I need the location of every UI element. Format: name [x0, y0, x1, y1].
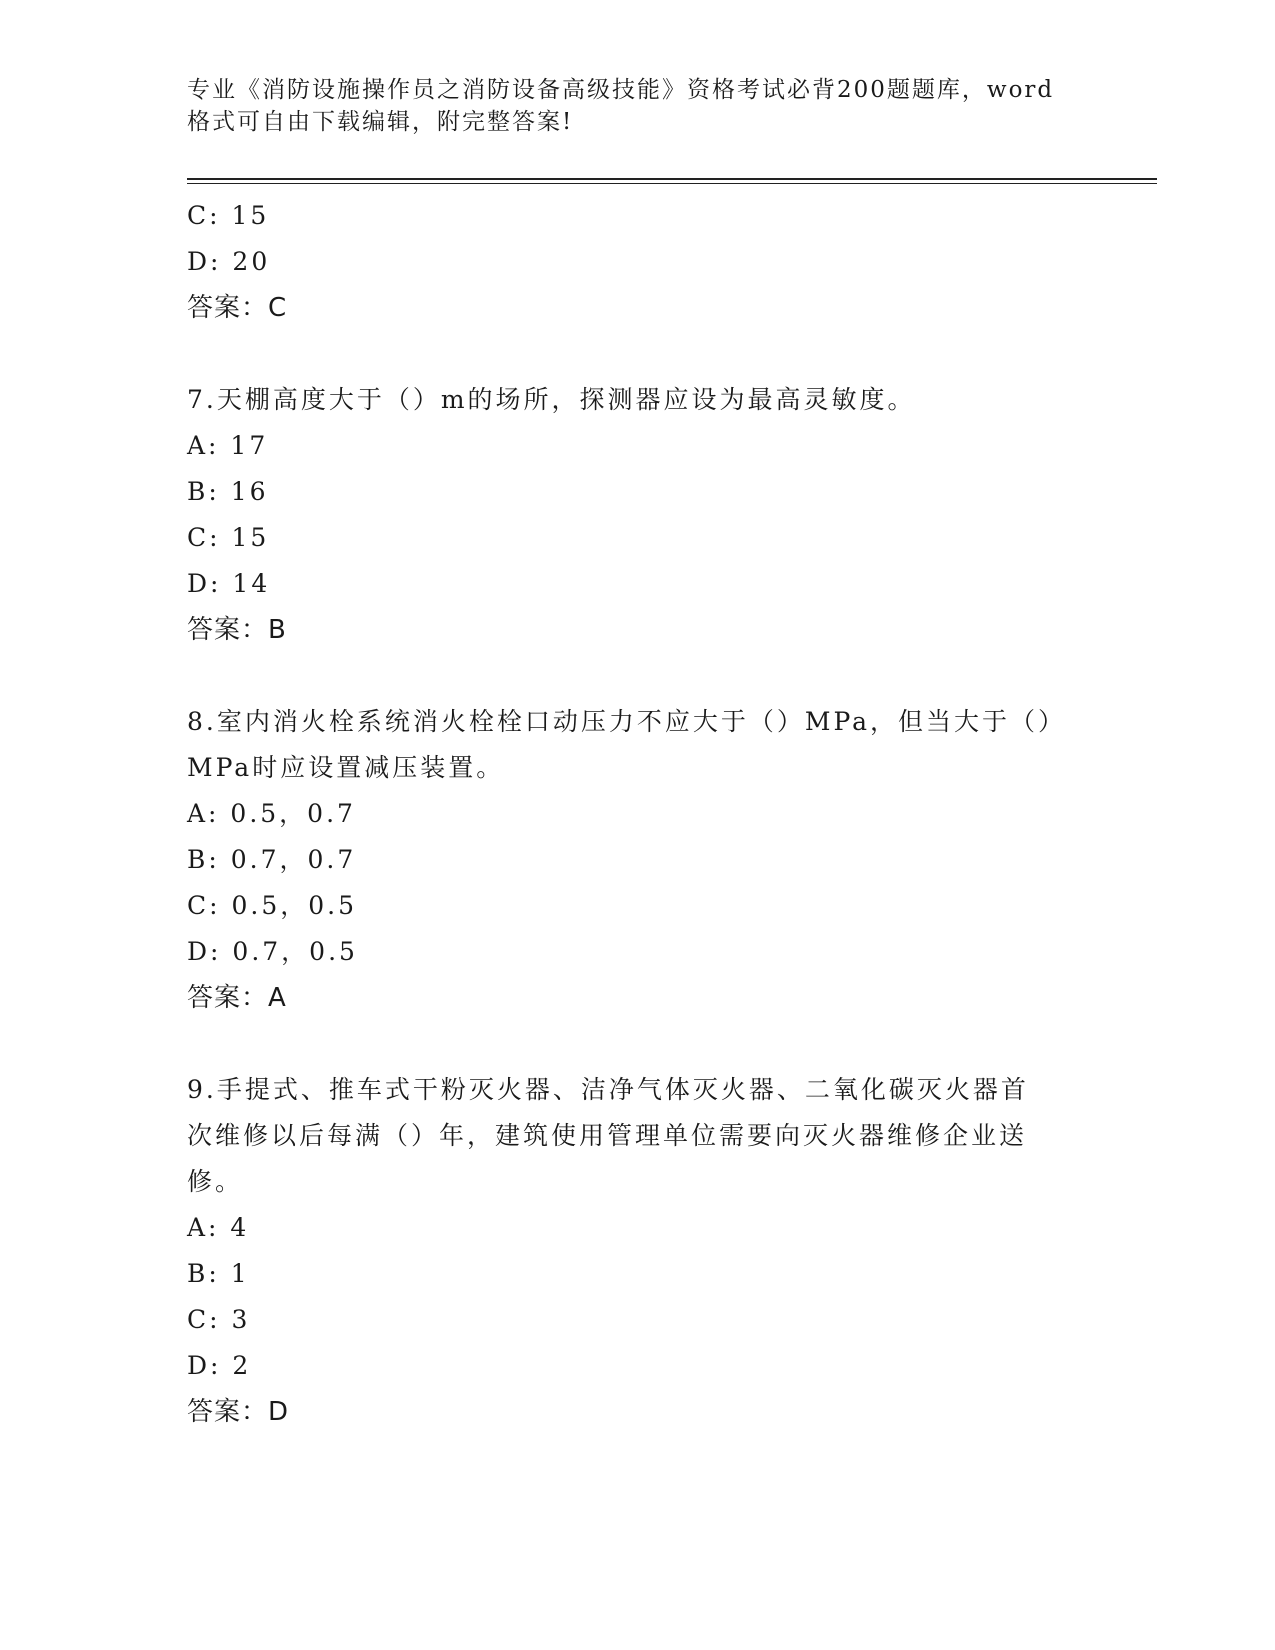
option-d: D: 20: [187, 247, 271, 276]
spacer: [187, 331, 1077, 377]
option-b: B: 16: [187, 477, 269, 506]
question-block-9: [187, 1067, 1077, 1435]
header-intro-text: 专业《消防设施操作员之消防设备高级技能》资格考试必背200题题库，word格式可自由下载编辑，附完整答案!: [187, 77, 1055, 135]
option-d: D: 14: [187, 569, 271, 598]
spacer: [187, 1021, 1077, 1067]
question-text: 8.室内消火栓系统消火栓栓口动压力不应大于（）MPa，但当大于（）: [187, 707, 1067, 736]
option-d: D: 0.7，0.5: [187, 937, 358, 966]
header-rule-thin: [187, 183, 1157, 184]
document-header: [187, 74, 1077, 138]
option-d: D: 2: [187, 1351, 252, 1380]
spacer: [187, 653, 1077, 699]
answer-line: 答案：D: [187, 1397, 290, 1427]
header-rule-thick: [187, 178, 1157, 180]
option-b: B: 1: [187, 1259, 250, 1288]
question-text: 次维修以后每满（）年，建筑使用管理单位需要向灭火器维修企业送: [187, 1121, 1028, 1150]
option-c: C: 15: [187, 523, 270, 552]
question-text: 7.天棚高度大于（）m的场所，探测器应设为最高灵敏度。: [187, 385, 916, 414]
option-a: A: 4: [187, 1213, 250, 1242]
option-a: A: 0.5，0.7: [187, 799, 356, 828]
option-c: C: 0.5，0.5: [187, 891, 358, 920]
option-c: C: 3: [187, 1305, 251, 1334]
question-text: 9.手提式、推车式干粉灭火器、洁净气体灭火器、二氧化碳灭火器首: [187, 1075, 1029, 1104]
partial-question-block: [187, 193, 1077, 331]
option-b: B: 0.7，0.7: [187, 845, 357, 874]
question-block-8: [187, 699, 1077, 1021]
option-c: C: 15: [187, 201, 270, 230]
question-text: MPa时应设置减压装置。: [187, 753, 505, 782]
question-block-7: [187, 377, 1077, 653]
question-content: [187, 193, 1077, 1435]
answer-line: 答案：B: [187, 615, 287, 645]
option-a: A: 17: [187, 431, 269, 460]
question-text: 修。: [187, 1167, 244, 1196]
answer-line: 答案：C: [187, 293, 288, 323]
answer-line: 答案：A: [187, 983, 287, 1013]
